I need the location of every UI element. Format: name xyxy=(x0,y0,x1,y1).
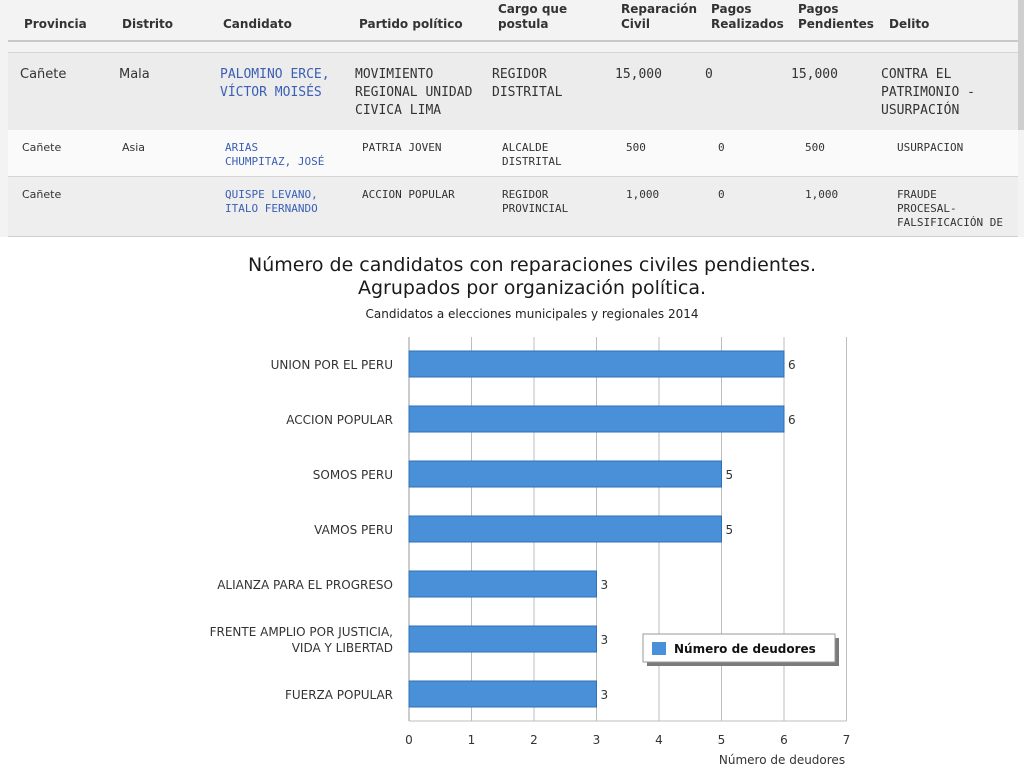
data-label: 3 xyxy=(600,688,609,702)
scrollbar[interactable] xyxy=(1018,0,1024,130)
header-candidato: Candidato xyxy=(223,17,292,31)
chart-title: Número de candidatos con reparaciones civiles pendientes. xyxy=(248,254,816,276)
category-label: FUERZA POPULAR xyxy=(284,688,393,702)
x-tick-label: 1 xyxy=(467,733,476,747)
header-pagos-realizados: Pagos Realizados xyxy=(711,2,784,31)
bar xyxy=(409,406,784,432)
chart-subtitle: Candidatos a elecciones municipales y regionales 2014 xyxy=(365,307,699,321)
cell-provincia: Cañete xyxy=(20,67,67,82)
x-tick-label: 5 xyxy=(717,733,726,747)
category-label: VAMOS PERU xyxy=(314,523,393,537)
table-row xyxy=(8,130,1018,177)
header-reparacion: Reparación Civil xyxy=(621,2,698,31)
category-label: ACCION POPULAR xyxy=(286,413,393,427)
bar-chart xyxy=(0,237,1024,768)
data-label: 6 xyxy=(788,413,796,427)
x-tick-label: 4 xyxy=(655,733,663,747)
category-label: SOMOS PERU xyxy=(312,468,393,482)
x-tick-label: 2 xyxy=(530,733,538,747)
cell-distrito: Mala xyxy=(119,67,150,82)
cell-cargo: ALCALDE DISTRITAL xyxy=(502,141,562,168)
legend-label: Número de deudores xyxy=(674,642,816,656)
candidate-link[interactable]: ARIAS CHUMPITAZ, JOSÉ xyxy=(225,141,325,168)
cell-partido: ACCION POPULAR xyxy=(362,188,455,201)
header-pagos-pendientes: Pagos Pendientes xyxy=(798,2,874,31)
x-tick-label: 7 xyxy=(842,733,851,747)
chart-plot xyxy=(0,237,1024,768)
x-tick-label: 6 xyxy=(780,733,788,747)
bar xyxy=(409,626,597,652)
category-label: VIDA Y LIBERTAD xyxy=(291,641,393,655)
bar xyxy=(409,461,722,487)
data-label: 5 xyxy=(725,468,734,482)
cell-delito: CONTRA EL PATRIMONIO - USURPACIÓN xyxy=(881,67,975,118)
candidate-link[interactable]: QUISPE LEVANO, ITALO FERNANDO xyxy=(225,188,318,215)
table-row xyxy=(8,177,1018,237)
header-provincia: Provincia xyxy=(24,17,87,31)
bar xyxy=(409,571,597,597)
cell-pagos-pendientes: 1,000 xyxy=(805,188,839,201)
cell-pagos-realizados: 0 xyxy=(718,141,725,154)
cell-partido: PATRIA JOVEN xyxy=(362,141,442,154)
table-header xyxy=(8,0,1018,42)
header-distrito: Distrito xyxy=(122,17,173,31)
header-partido: Partido político xyxy=(359,17,463,31)
x-tick-label: 0 xyxy=(405,733,413,747)
legend-swatch xyxy=(652,642,666,655)
data-label: 5 xyxy=(725,523,734,537)
cell-provincia: Cañete xyxy=(22,188,62,201)
x-tick-label: 3 xyxy=(592,733,601,747)
cell-delito: USURPACION xyxy=(897,141,964,154)
cell-reparacion: 500 xyxy=(626,141,646,154)
category-label: FRENTE AMPLIO POR JUSTICIA, xyxy=(209,625,393,639)
chart-title-line2: Agrupados por organización política. xyxy=(357,277,707,299)
cell-reparacion: 1,000 xyxy=(626,188,660,201)
data-label: 3 xyxy=(600,633,609,647)
header-cargo: Cargo que postula xyxy=(498,2,568,31)
cell-pagos-pendientes: 15,000 xyxy=(791,67,838,82)
bar xyxy=(409,351,784,377)
cell-cargo: REGIDOR DISTRITAL xyxy=(492,67,563,100)
cell-pagos-pendientes: 500 xyxy=(805,141,825,154)
bar xyxy=(409,516,722,542)
cell-distrito: Asia xyxy=(122,141,146,154)
candidate-link[interactable]: PALOMINO ERCE, VÍCTOR MOISÉS xyxy=(220,67,330,100)
cell-provincia: Cañete xyxy=(22,141,62,154)
data-label: 6 xyxy=(788,358,796,372)
bar xyxy=(409,681,597,707)
cell-pagos-realizados: 0 xyxy=(718,188,725,201)
category-label: UNION POR EL PERU xyxy=(270,358,393,372)
header-delito: Delito xyxy=(889,17,930,31)
table-row xyxy=(8,52,1018,132)
category-label: ALIANZA PARA EL PROGRESO xyxy=(217,578,393,592)
candidates-table xyxy=(0,0,1024,237)
x-axis-label: Número de deudores xyxy=(718,753,846,767)
data-label: 3 xyxy=(600,578,609,592)
cell-pagos-realizados: 0 xyxy=(705,67,713,82)
cell-reparacion: 15,000 xyxy=(615,67,662,82)
cell-partido: MOVIMIENTO REGIONAL UNIDAD CIVICA LIMA xyxy=(355,67,473,118)
cell-delito: FRAUDE PROCESAL- FALSIFICACIÓN DE xyxy=(897,188,1003,229)
cell-cargo: REGIDOR PROVINCIAL xyxy=(502,188,569,215)
